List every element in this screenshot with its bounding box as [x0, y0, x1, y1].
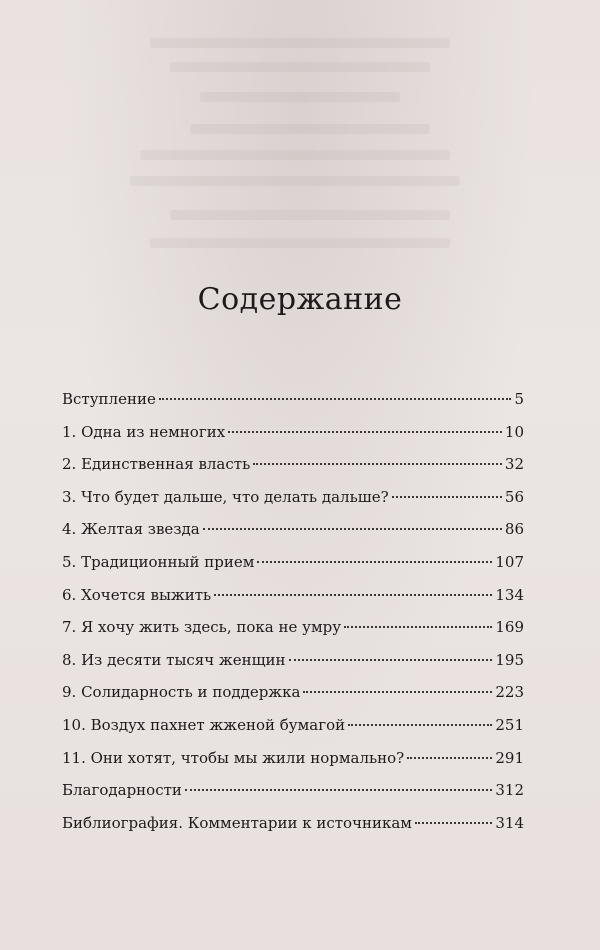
- toc-entry-page: 291: [495, 748, 524, 767]
- toc-entry-page: 86: [504, 520, 524, 539]
- toc-entry-label: Благодарности: [62, 781, 182, 800]
- toc-dot-leader: [303, 691, 492, 693]
- toc-entry-label: 8. Из десяти тысяч женщин: [62, 650, 286, 669]
- toc-dot-leader: [185, 789, 492, 791]
- toc-dot-leader: [348, 724, 492, 726]
- toc-dot-leader: [214, 594, 492, 596]
- toc-entry: [62, 814, 524, 847]
- toc-entry-page: 107: [495, 552, 524, 571]
- toc-entry-label: 10. Воздух пахнет жженой бумагой: [62, 715, 346, 734]
- toc-entry: [62, 683, 524, 716]
- toc-dot-leader: [289, 659, 493, 661]
- bleed-through-line: [150, 38, 450, 48]
- table-of-contents: [62, 390, 524, 846]
- bleed-through-line: [170, 62, 430, 72]
- toc-entry-label: 11. Они хотят, чтобы мы жили нормально?: [62, 748, 405, 767]
- toc-entry: [62, 553, 524, 586]
- toc-entry-label: 6. Хочется выжить: [62, 585, 212, 604]
- toc-entry-page: 56: [504, 487, 524, 506]
- toc-dot-leader: [257, 561, 492, 563]
- page-title: Содержание: [197, 282, 403, 317]
- bleed-through-line: [130, 176, 460, 186]
- toc-entry-label: 2. Единственная власть: [62, 455, 251, 474]
- toc-entry: [62, 716, 524, 749]
- bleed-through-line: [190, 124, 430, 134]
- bleed-through-line: [140, 150, 450, 160]
- toc-entry: [62, 488, 524, 521]
- toc-entry-label: 4. Желтая звезда: [62, 520, 200, 539]
- toc-entry: [62, 781, 524, 814]
- toc-dot-leader: [415, 822, 492, 824]
- toc-dot-leader: [344, 626, 492, 628]
- bleed-through-line: [150, 238, 450, 248]
- toc-entry-label: 1. Одна из немногих: [62, 422, 226, 441]
- toc-entry-label: Вступление: [62, 390, 156, 408]
- toc-dot-leader: [392, 496, 502, 498]
- toc-entry-page: 169: [495, 618, 524, 637]
- toc-entry-page: 10: [504, 422, 524, 441]
- toc-entry-page: 314: [495, 813, 524, 832]
- toc-dot-leader: [253, 463, 502, 465]
- toc-entry-page: 32: [504, 455, 524, 474]
- toc-entry-page: 312: [495, 781, 524, 800]
- toc-entry: [62, 423, 524, 456]
- toc-entry-label: 7. Я хочу жить здесь, пока не умру: [62, 618, 342, 637]
- toc-dot-leader: [159, 398, 512, 400]
- toc-entry-label: Библиография. Комментарии к источникам: [62, 813, 412, 832]
- bleed-through-line: [170, 210, 450, 220]
- toc-entry: [62, 520, 524, 553]
- bleed-through-line: [200, 92, 400, 102]
- toc-entry: [62, 651, 524, 684]
- toc-entry-page: 134: [495, 585, 524, 604]
- toc-entry-page: 251: [495, 715, 524, 734]
- toc-entry-page: 5: [514, 390, 524, 408]
- toc-dot-leader: [203, 528, 502, 530]
- toc-entry: [62, 455, 524, 488]
- toc-entry: [62, 749, 524, 782]
- toc-entry-label: 5. Традиционный прием: [62, 552, 255, 571]
- toc-dot-leader: [228, 431, 502, 433]
- toc-entry: [62, 390, 524, 423]
- toc-entry-label: 3. Что будет дальше, что делать дальше?: [62, 487, 389, 506]
- toc-entry-label: 9. Солидарность и поддержка: [62, 683, 301, 702]
- toc-dot-leader: [407, 757, 492, 759]
- toc-entry: [62, 586, 524, 619]
- toc-entry: [62, 618, 524, 651]
- toc-entry-page: 195: [495, 650, 524, 669]
- toc-entry-page: 223: [495, 683, 524, 702]
